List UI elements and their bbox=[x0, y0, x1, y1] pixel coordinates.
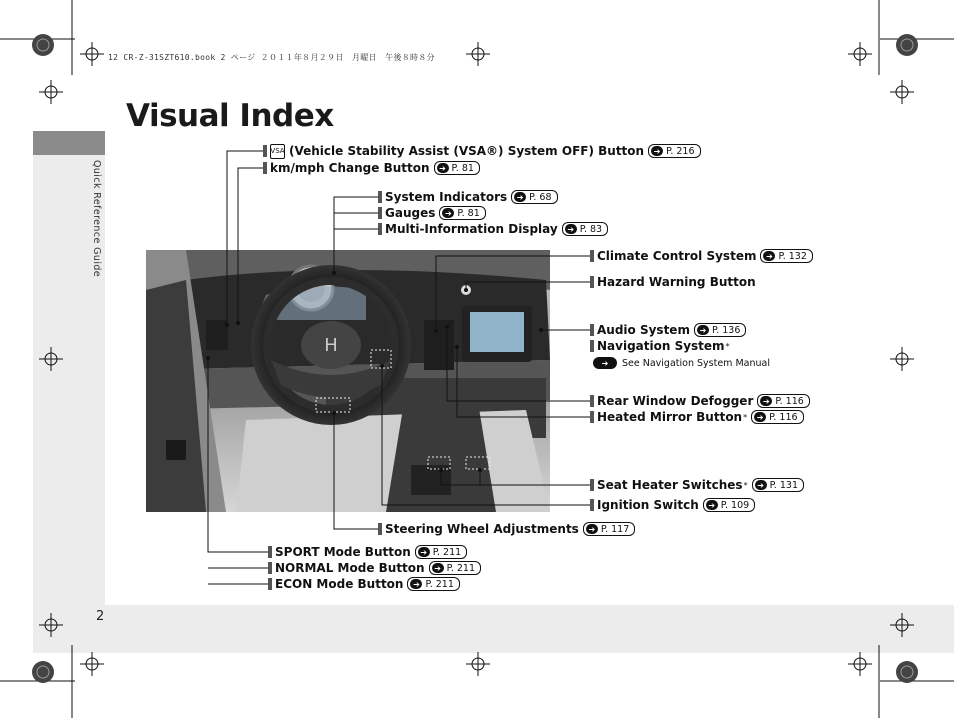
arrow-right-icon: ➔ bbox=[410, 579, 422, 589]
arrow-right-icon: ➔ bbox=[763, 251, 775, 261]
page-reference-link[interactable]: ➔ P. 211 bbox=[415, 545, 467, 559]
arrow-right-icon: ➔ bbox=[437, 163, 449, 173]
page-reference-link[interactable]: ➔ P. 211 bbox=[407, 577, 459, 591]
label-text: Navigation System bbox=[597, 339, 725, 353]
label-text: System Indicators bbox=[385, 190, 508, 204]
arrow-right-icon: ➔ bbox=[418, 547, 430, 557]
label-text: Ignition Switch bbox=[597, 498, 699, 512]
label-text: SPORT Mode Button bbox=[275, 545, 411, 559]
svg-text:H: H bbox=[324, 335, 338, 356]
arrow-right-icon: ➔ bbox=[755, 480, 767, 490]
section-label: Quick Reference Guide bbox=[91, 160, 102, 278]
label-text: Rear Window Defogger bbox=[597, 394, 754, 408]
page-number: 2 bbox=[96, 609, 105, 624]
label-text: km/mph Change Button bbox=[270, 161, 430, 175]
arrow-right-icon: ➔ bbox=[442, 208, 454, 218]
arrow-right-icon: ➔ bbox=[565, 224, 577, 234]
footnote-mark: * bbox=[725, 341, 730, 351]
note-text: See Navigation System Manual bbox=[622, 357, 770, 369]
vsa-off-icon: VSA bbox=[270, 144, 285, 159]
label-text: Gauges bbox=[385, 206, 436, 220]
label-text: Audio System bbox=[597, 323, 690, 337]
label-text: Climate Control System bbox=[597, 249, 757, 263]
page-reference-link[interactable]: ➔ P. 116 bbox=[757, 394, 809, 408]
arrow-right-icon: ➔ bbox=[760, 396, 772, 406]
arrow-right-icon: ➔ bbox=[754, 412, 766, 422]
label-text: Seat Heater Switches bbox=[597, 478, 743, 492]
label-text: (Vehicle Stability Assist (VSA®) System OFF) Button bbox=[289, 144, 645, 158]
page-reference-link[interactable]: ➔ P. 83 bbox=[562, 222, 608, 236]
arrow-right-icon: ➔ bbox=[514, 192, 526, 202]
page-reference-link[interactable]: ➔ P. 136 bbox=[694, 323, 746, 337]
page-reference-link[interactable]: ➔ P. 117 bbox=[583, 522, 635, 536]
page-reference-link[interactable]: ➔ P. 109 bbox=[703, 498, 755, 512]
page-reference-link[interactable]: ➔ P. 216 bbox=[648, 144, 700, 158]
label-text: Multi-Information Display bbox=[385, 222, 558, 236]
label-text: ECON Mode Button bbox=[275, 577, 404, 591]
page-reference-link[interactable]: ➔ P. 211 bbox=[429, 561, 481, 575]
page-reference-link[interactable]: ➔ P. 131 bbox=[752, 478, 804, 492]
label-text: Heated Mirror Button bbox=[597, 410, 743, 424]
footnote-mark: * bbox=[743, 412, 748, 422]
page-reference-link[interactable]: ➔ P. 68 bbox=[511, 190, 557, 204]
page-reference-link[interactable]: ➔ P. 132 bbox=[760, 249, 812, 263]
crosshair-registration-mark bbox=[32, 34, 918, 683]
page-title: Visual Index bbox=[126, 98, 334, 134]
arrow-right-icon: ➔ bbox=[586, 524, 598, 534]
arrow-right-icon[interactable]: ➔ bbox=[593, 357, 617, 369]
arrow-right-icon: ➔ bbox=[651, 146, 663, 156]
print-header: 12 CR-Z-31SZT610.book 2 ページ ２０１１年８月２９日 月曜日 午後８時８分 bbox=[108, 53, 435, 62]
label-text: Steering Wheel Adjustments bbox=[385, 522, 579, 536]
page-reference-link[interactable]: ➔ P. 81 bbox=[439, 206, 485, 220]
arrow-right-icon: ➔ bbox=[432, 563, 444, 573]
arrow-right-icon: ➔ bbox=[697, 325, 709, 335]
label-text: Hazard Warning Button bbox=[597, 275, 756, 289]
arrow-right-icon: ➔ bbox=[706, 500, 718, 510]
label-text: NORMAL Mode Button bbox=[275, 561, 425, 575]
page-reference-link[interactable]: ➔ P. 116 bbox=[751, 410, 803, 424]
footnote-mark: * bbox=[743, 480, 748, 490]
page-reference-link[interactable]: ➔ P. 81 bbox=[434, 161, 480, 175]
